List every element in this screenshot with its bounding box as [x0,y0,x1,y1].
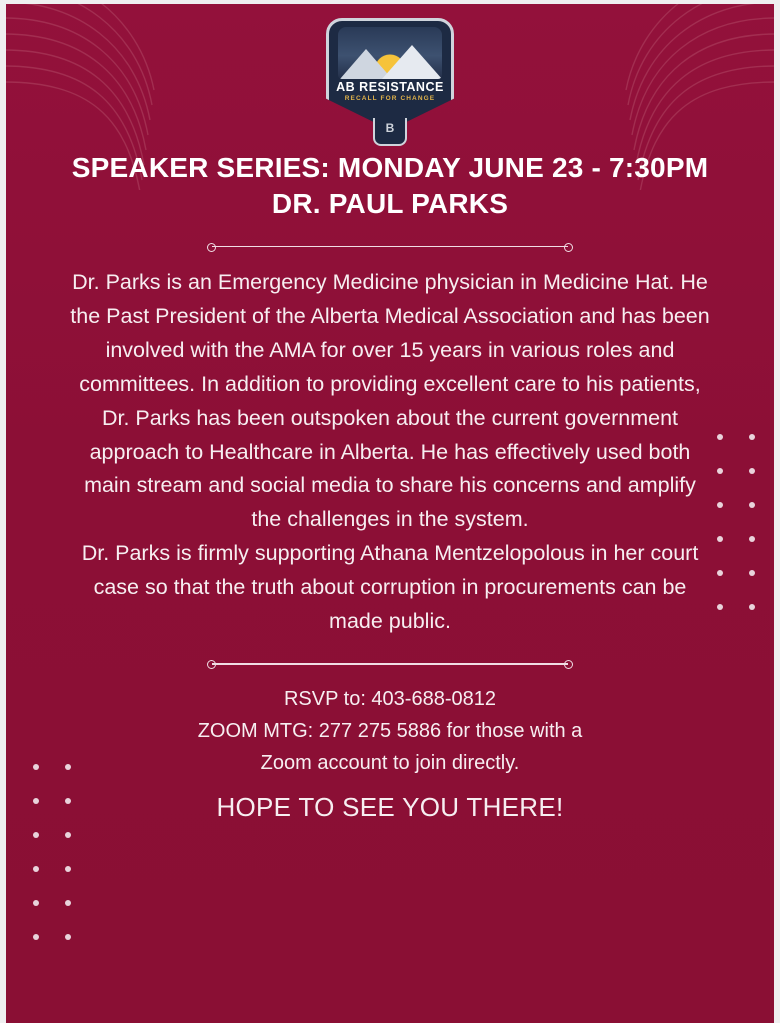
closing-line: HOPE TO SEE YOU THERE! [216,792,564,823]
divider-bottom [207,659,573,669]
divider-top [207,242,573,252]
logo-badge [326,18,454,130]
frame-edge-top [0,0,780,4]
divider-cap-right-icon [564,660,573,669]
zoom-line-2: Zoom account to join directly. [260,752,520,775]
dot-grid-right [704,420,768,624]
page-title [40,150,740,222]
logo-tagline: RECALL FOR CHANGE [344,95,436,102]
divider-bar [212,663,568,665]
divider-bar [212,246,568,248]
logo-monogram: B [373,118,407,146]
divider-cap-right-icon [564,243,573,252]
divider-cap-left-icon [207,660,216,669]
zoom-line-1: ZOOM MTG: 277 275 5886 for those with a [197,720,583,743]
mountain-sunrise-icon [338,27,442,79]
organization-logo [320,18,460,135]
rsvp-line: RSVP to: 403-688-0812 [283,688,496,711]
frame-edge-right [774,0,780,1023]
body-copy [70,266,710,640]
divider-cap-left-icon [207,243,216,252]
headline-line-1: SPEAKER SERIES: MONDAY JUNE 23 - 7:30PM [71,152,709,183]
frame-edge-left [0,0,6,1023]
footer-details [70,683,710,829]
body-paragraph-1: Dr. Parks is an Emergency Medicine physician in Medicine Hat. He the Past President of the Alberta Medical Association and has been involved with the AMA for over 15 years in various roles and committees. In addition to providing excellent care to his patients, Dr. Parks has been outspoken about the current government approach to Healthcare in Alberta. He has effectively used both main stream and social media to share his concerns and amplify the challenges in the system. [70,269,710,532]
body-paragraph-2: Dr. Parks is firmly supporting Athana Mentzelopolous in her court case so that the truth about corruption in procurements can be made public. [81,541,699,634]
logo-name: AB RESISTANCE [336,80,444,94]
headline-line-2: DR. PAUL PARKS [271,187,509,219]
